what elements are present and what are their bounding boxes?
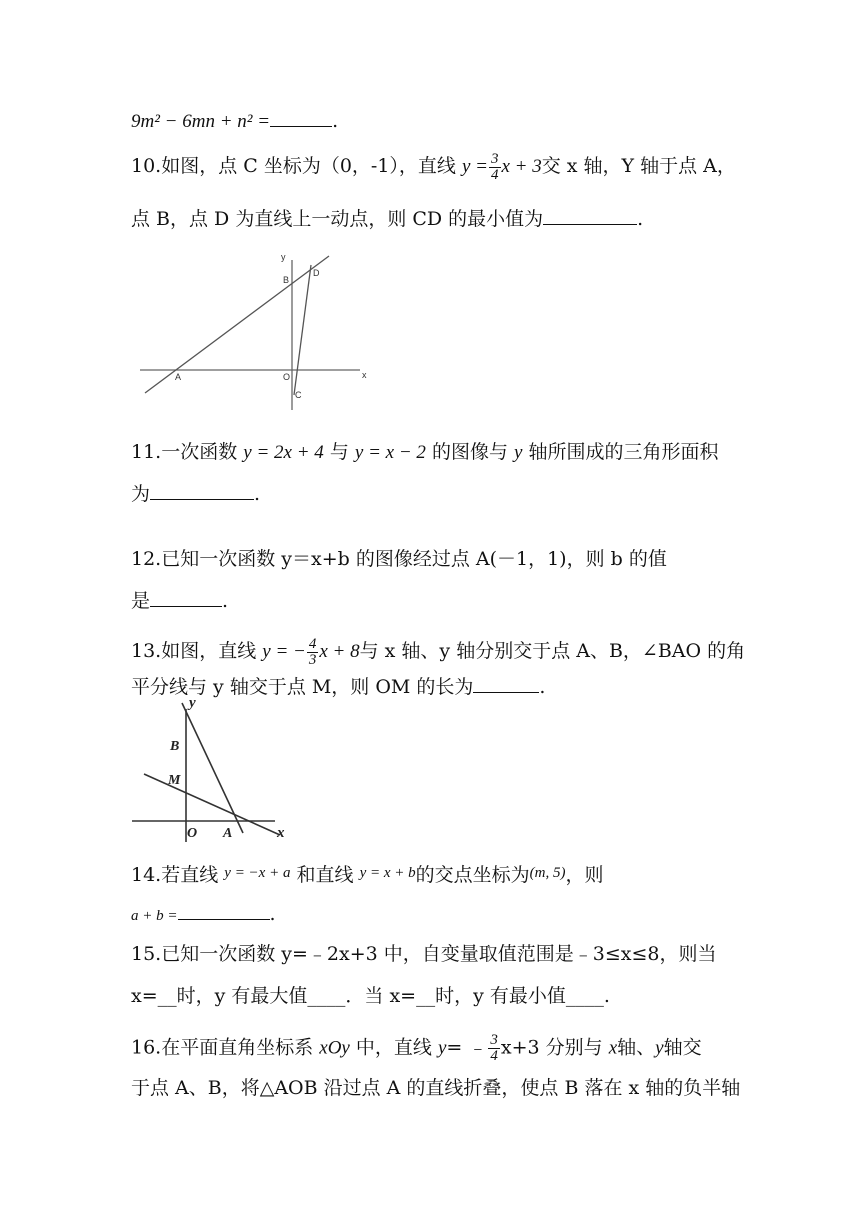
q10-equation: y = $\frac{3}{4}$ x + 3 [461,151,542,183]
question-number: 15. [131,943,162,965]
label-C: C [295,390,302,400]
q13-figure [130,697,300,842]
line-AB [145,256,329,393]
q14-answer-blank[interactable] [178,909,270,920]
q14-line-1: 14.若直线 $^{y = -x + a}$ 和直线 $^{y = x + b}$的交点坐标为$^{(m, 5)}$，则 [131,864,604,886]
q16-line-2: 于点 A、B，将△AOB 沿过点 A 的直线折叠，使点 B 落在 x 轴的负半轴 [131,1077,741,1099]
q15-line-1: 15.已知一次函数 y=﹣2x+3 中，自变量取值范围是﹣3≤x≤8，则当 [131,943,717,965]
bisector-AM [144,774,280,835]
q10-answer-blank[interactable] [543,208,637,225]
q12-answer-blank[interactable] [150,590,222,607]
label-D: D [313,268,320,278]
label-y: y [189,697,196,711]
q11-line-2: 为 . [131,483,261,505]
q10-line-1: 10.如图，点 C 坐标为（0，-1），直线 y = $\frac{3}{4}$ x + 3交 x 轴，Y 轴于点 A， [131,151,736,183]
label-A: A [223,826,233,841]
question-number: 13. [131,639,162,662]
q10-line-2: 点 B，点 D 为直线上一动点，则 CD 的最小值为 . [131,208,644,230]
q13-line-2: 平分线与 y 轴交于点 M，则 OM 的长为 . [131,676,546,698]
q12-line-2: 是 . [131,590,229,612]
q13-answer-blank[interactable] [473,676,539,693]
q12-line-1: 12.已知一次函数 y＝x+b 的图像经过点 A(－1，1)，则 b 的值 [131,548,667,570]
q16-line-1: 16.在平面直角坐标系 xOy 中，直线 y= ﹣ $\frac{3}{4}$ x+3 分别与 x轴、y轴交 [131,1032,702,1064]
label-B: B [283,275,290,285]
q13-line-1: 13.如图，直线 y = − $\frac{4}{3}$ x + 8与 x 轴、y 轴分别交于点 A、B，∠BAO 的角 [131,636,746,668]
label-x: x [362,370,367,380]
label-O: O [283,372,291,382]
question-number: 10. [131,154,162,177]
label-O: O [187,826,198,841]
label-A: A [175,372,182,382]
q9-expression: 9m² − 6mn + n² = [131,111,271,132]
question-number: 11. [131,441,162,463]
label-x: x [277,825,285,841]
q13-equation: y = − $\frac{4}{3}$ x + 8 [262,636,360,668]
q10-figure [135,250,375,410]
question-number: 14. [131,864,162,886]
q15-line-2: x=__时，y 有最大值____．当 x=__时，y 有最小值____. [131,985,610,1007]
label-M: M [168,773,181,788]
q9-answer-blank[interactable] [270,110,332,127]
q14-line-2: a + b = . [131,903,276,925]
question-number: 12. [131,548,162,570]
label-y: y [281,252,286,262]
q11-line-1: 11.一次函数 y = 2x + 4 与 y = x − 2 的图像与 y 轴所围成的三角形面积 [131,441,719,463]
question-number: 16. [131,1036,162,1059]
label-B: B [170,739,180,754]
segment-CD [294,265,311,395]
q11-answer-blank[interactable] [150,483,254,500]
q9-line: 9m² − 6mn + n² = . [131,110,339,132]
